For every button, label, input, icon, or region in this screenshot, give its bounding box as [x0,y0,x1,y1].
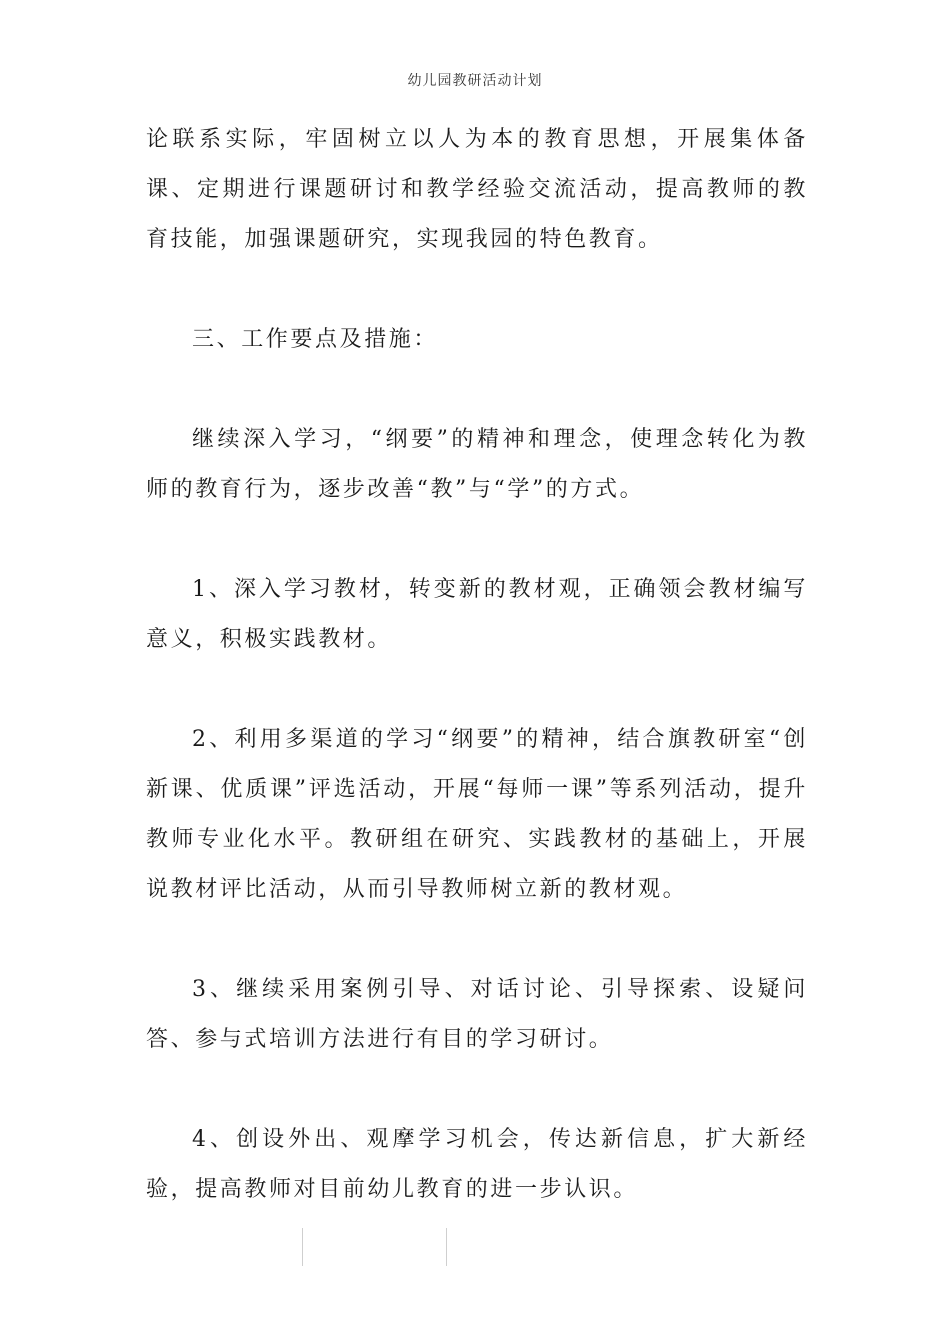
page-header-title: 幼儿园教研活动计划 [407,73,543,89]
list-item-2: 2、利用多渠道的学习“纲要”的精神，结合旗教研室“创新课、优质课”评选活动，开展“每师一课”等系列活动，提升教师专业化水平。教研组在研究、实践教材的基础上，开展说教材评比活动，从而引导教师树立新的教材观。 [146,727,808,902]
list-item-4: 4、创设外出、观摩学习机会，传达新信息，扩大新经验，提高教师对目前幼儿教育的进一步认识。 [146,1127,808,1202]
section-heading-work-points: 三、工作要点及措施： [192,327,439,352]
list-item-1: 1、深入学习教材，转变新的教材观，正确领会教材编写意义，积极实践教材。 [146,577,808,652]
footer-marks [300,1228,448,1266]
footer-divider-right [446,1228,447,1266]
list-item-3: 3、继续采用案例引导、对话讨论、引导探索、设疑问答、参与式培训方法进行有目的学习研讨。 [146,977,808,1052]
paragraph-continuation: 论联系实际，牢固树立以人为本的教育思想，开展集体备课、定期进行课题研讨和教学经验交流活动，提高教师的教育技能，加强课题研究，实现我园的特色教育。 [146,127,808,252]
paragraph-study-outline: 继续深入学习，“纲要”的精神和理念，使理念转化为教师的教育行为，逐步改善“教”与“学”的方式。 [146,427,808,502]
footer-divider-left [302,1228,303,1266]
document-body [146,115,808,1215]
